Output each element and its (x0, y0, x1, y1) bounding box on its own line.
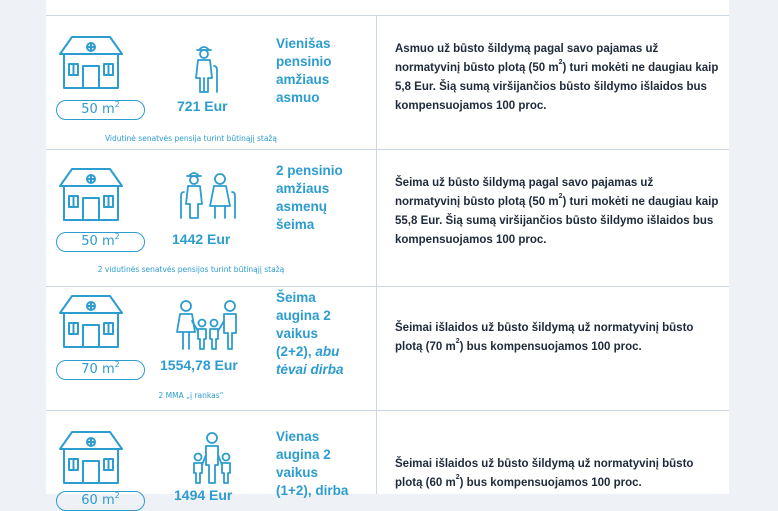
area-value: 50 m (81, 234, 115, 249)
table-row (46, 150, 729, 286)
compensation-description: Šeimai išlaidos už būsto šildymą už normatyvinį būsto plotą (60 $m^2$) bus kompensuojamos 100 proc. (395, 458, 694, 489)
area-unit-sup: 2 (114, 360, 120, 369)
area-value: 50 m (81, 102, 115, 117)
label-line: amžiaus (276, 72, 330, 87)
label-italic-part: abu (315, 344, 340, 359)
table-row (46, 16, 729, 149)
income-caption: Vidutinė senatvės pensija turint būtinąjį stažą (104, 134, 278, 143)
compensation-description: Asmuo už būsto šildymą pagal savo pajamas už normatyvinį būsto plotą (50 $m^2$) turi mokėti ne daugiau kaip 5,8 Eur. Šią sumą viršijančios būsto šildymo išlaidos bus kompensuojamos 100 proc. (395, 43, 719, 112)
compensation-description: Šeima už būsto šildymą pagal savo pajamas už normatyvinį būsto plotą (50 $m^2$) turi mokėti ne daugiau kaip 55,8 Eur. Šią sumą viršijančios būsto šildymo išlaidos bus kompensuojamos 100 proc. (395, 177, 719, 246)
label-line: vaikus (276, 326, 319, 341)
house-icon (56, 429, 126, 485)
house-icon (56, 293, 126, 349)
household-type-label (276, 428, 372, 500)
label-line: asmuo (276, 90, 320, 105)
area-badge (56, 360, 145, 380)
area-unit-sup: 2 (114, 491, 120, 500)
label-line: Vienišas (276, 36, 331, 51)
income-amount: 1554,78 Eur (160, 357, 238, 373)
table-row (46, 287, 729, 410)
label-line: Vienas (276, 429, 320, 444)
label-line: augina 2 (276, 447, 331, 462)
label-line: asmenų (276, 199, 328, 214)
elderly-couple-icon (180, 170, 236, 220)
income-amount: 1494 Eur (174, 487, 233, 503)
label-line: pensinio (276, 54, 332, 69)
income-caption: 2 vidutinės senatvės pensijos turint būtinąjį stažą (97, 265, 285, 274)
label-italic-part: tėvai dirba (276, 362, 344, 377)
label-line (276, 343, 372, 361)
info-sheet (46, 0, 729, 508)
pension-amount: 721 Eur (177, 98, 228, 114)
label-line: 2 pensinio (276, 163, 343, 178)
area-unit-sup: 2 (114, 100, 120, 109)
table-row (46, 411, 729, 508)
income-caption: 2 MMA „į rankas“ (158, 391, 224, 400)
household-type-label (276, 162, 372, 234)
label-line: (1+2), dirba (276, 483, 349, 498)
label-line: šeima (276, 217, 315, 232)
label-line: augina 2 (276, 308, 331, 323)
area-unit-sup: 2 (114, 232, 120, 241)
label-line: Šeima (276, 290, 316, 305)
compensation-description: Šeimai išlaidos už būsto šildymą už normatyvinį būsto plotą (70 $m^2$) bus kompensuojamos 100 proc. (395, 322, 694, 353)
area-badge (56, 491, 145, 511)
house-icon (56, 34, 126, 90)
label-line: amžiaus (276, 181, 330, 196)
area-badge (56, 232, 145, 252)
house-icon (56, 166, 126, 222)
area-badge (56, 100, 145, 120)
label-part: (2+2), (276, 344, 312, 359)
label-line: vaikus (276, 465, 319, 480)
family-icon (176, 299, 240, 351)
elderly-person-icon (188, 44, 220, 94)
area-value: 70 m (81, 362, 115, 377)
area-value: 60 m (81, 493, 115, 508)
household-type-label (276, 35, 372, 107)
household-type-label (276, 289, 372, 379)
pension-amount: 1442 Eur (172, 231, 231, 247)
label-line (276, 361, 372, 379)
single-parent-icon (192, 431, 232, 485)
